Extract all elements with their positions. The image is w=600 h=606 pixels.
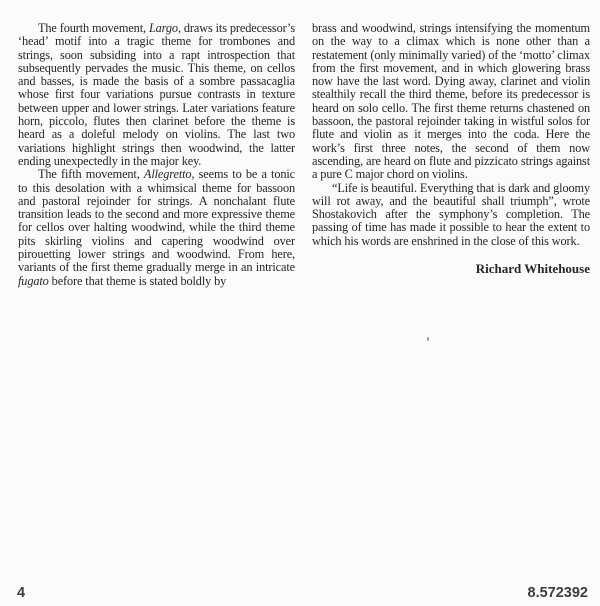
right-column [312, 22, 590, 288]
text-run: before that theme is stated boldly by [48, 273, 227, 288]
page-footer [0, 583, 600, 601]
right-column-paragraphs [312, 22, 590, 248]
text-run: , draws its predecessor’s ‘head’ motif into a tragic theme for trombones and strings, soon subsiding into a rapt introspection that subsequently pervades the music. This theme, on cellos and basses, is made the basis of a sombre passacaglia whose first four variations pursue contrasts in texture between upper and lower strings. Later variations feature horn, piccolo, flutes then clarinet before the theme is heard as a doleful melody on violins. The last two variations highlight strings then woodwind, the latter ending unexpectedly in the major key. [18, 21, 296, 168]
catalog-number: 8.572392 [527, 585, 588, 601]
page-number: 4 [17, 585, 26, 601]
italic-text-run: Largo [148, 21, 178, 35]
text-run: The fourth movement, [38, 21, 149, 35]
text-run: “Life is beautiful. Everything that is dark and gloomy will rot away, and the beautiful shall triumph”, wrote Shostakovich after the symphony’s completion. The passing of time has made it possible to hear the extent to which his words are enshrined in the close of this work. [312, 180, 590, 248]
paragraph [312, 22, 590, 182]
italic-text-run: fugato [18, 273, 49, 288]
text-columns [0, 0, 600, 288]
text-run: brass and woodwind, strings intensifying the momentum on the way to a climax which is none other than a restatement (only minimally varied) of the ‘motto’ climax from the first movement, and in which glowering brass now have the last word. Dying away, clarinet and violin stealthily recall the third theme, before its predecessor is heard on solo cello. The first theme returns chastened on bassoon, the pastoral rejoinder taking in wistful solos for flute and violin as it merges into the coda. Here the work’s first three notes, the second of them now ascending, are heard on flute and pizzicato strings against a pure C major chord on violins. [312, 21, 590, 182]
paragraph [312, 182, 590, 248]
paragraph [18, 22, 295, 168]
scan-artifact-speck [427, 337, 429, 341]
text-run: , seems to be a tonic to this desolation with a whimsical theme for bassoon and pastoral rejoinder for strings. A nonchalant flute transition leads to the second and more expressive theme for cellos over halting woodwind, while the third theme pits skirling violins and capering woodwind over pirouetting lower strings and woodwind. From here, variants of the first theme gradually merge in an intricate [18, 167, 296, 275]
author-byline: Richard Whitehouse [475, 261, 590, 277]
text-run: The fifth movement, [38, 167, 144, 182]
left-column [18, 22, 295, 288]
italic-text-run: Allegretto [143, 167, 192, 182]
paragraph [18, 168, 295, 288]
